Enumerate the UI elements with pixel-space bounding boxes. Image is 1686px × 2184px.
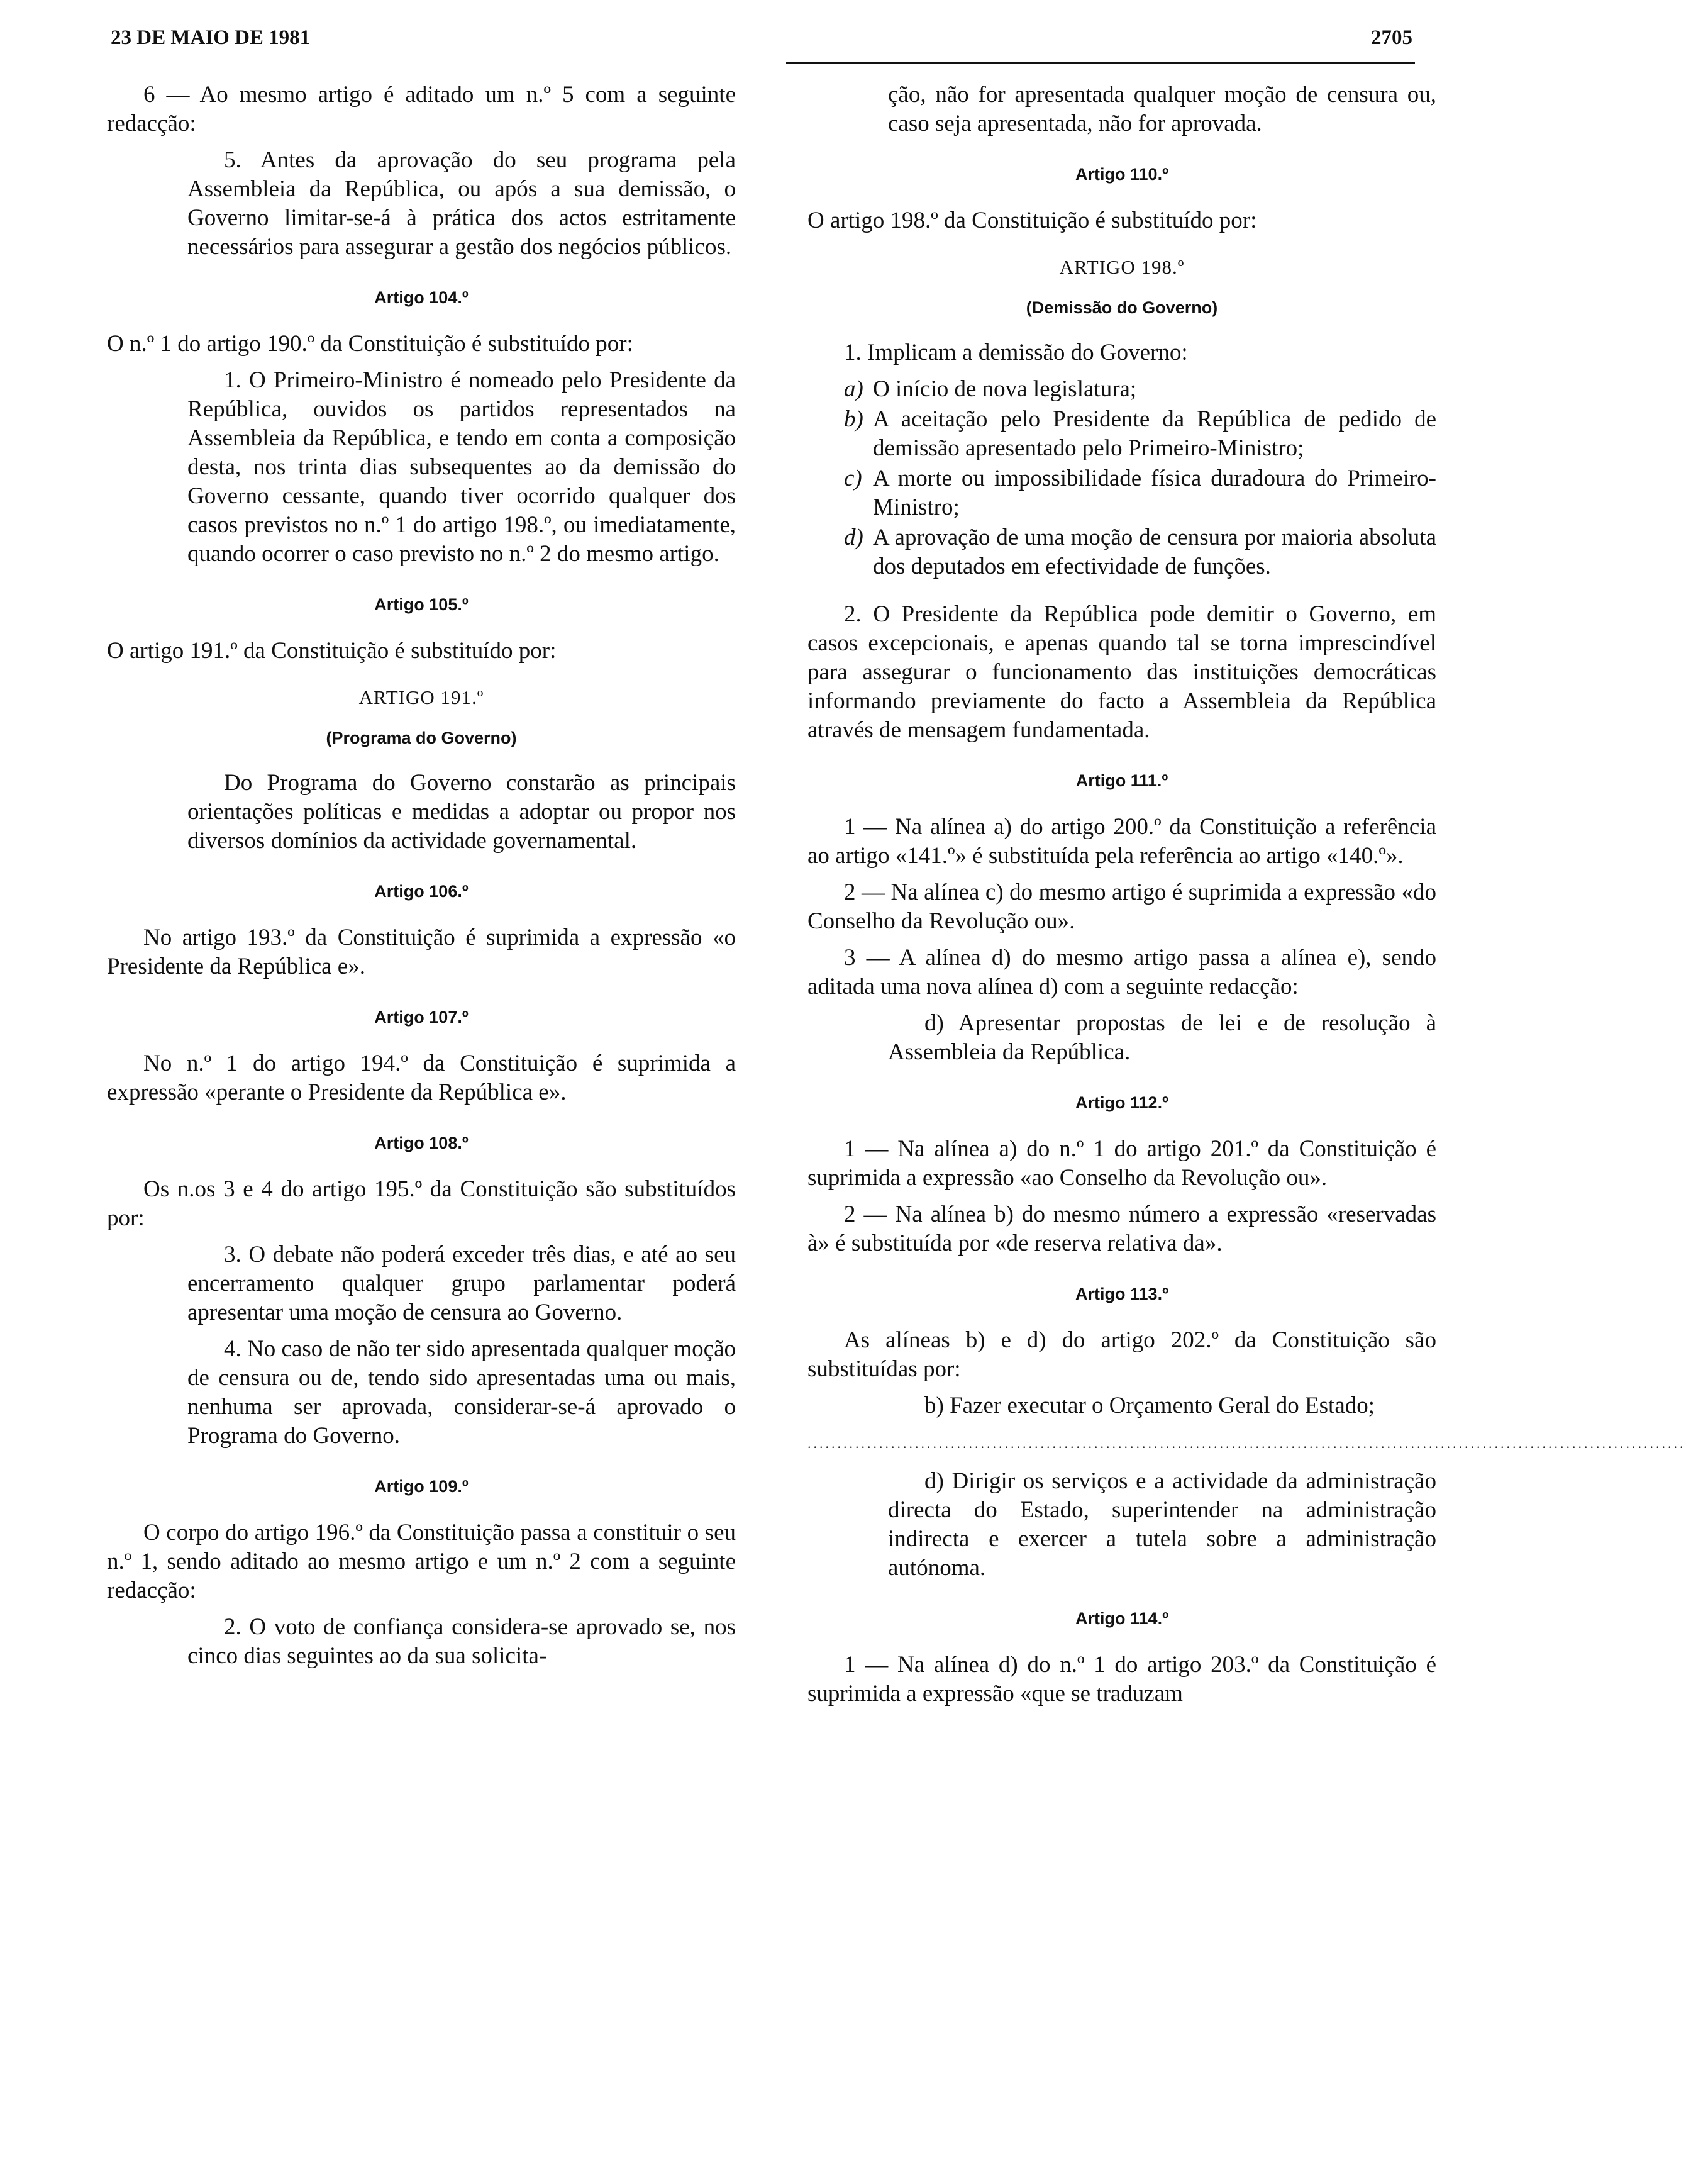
alinea-text: A aceitação pelo Presidente da República de pedido de demissão apresentado pelo Primeiro-Ministro; xyxy=(873,406,1436,461)
paragraph: No n.º 1 do artigo 194.º da Constituição é suprimida a expressão «perante o Presidente da República e». xyxy=(107,1050,736,1105)
alinea-text: O início de nova legislatura; xyxy=(873,376,1137,402)
paragraph: O corpo do artigo 196.º da Constituição passa a constituir o seu n.º 1, sendo aditado ao mesmo artigo e um n.º 2 com a seguinte redacção: xyxy=(107,1520,736,1603)
constitution-article-subtitle: (Programa do Governo) xyxy=(326,728,517,747)
article-heading: Artigo 110.º xyxy=(1075,165,1168,184)
article-heading: Artigo 108.º xyxy=(374,1134,469,1152)
paragraph: 1 — Na alínea a) do n.º 1 do artigo 201.º da Constituição é suprimida a expressão «ao Conselho da Revolução ou». xyxy=(807,1136,1436,1191)
article-heading: Artigo 111.º xyxy=(1075,771,1168,790)
paragraph: No artigo 193.º da Constituição é suprimida a expressão «o Presidente da República e». xyxy=(107,925,736,979)
paragraph: O artigo 198.º da Constituição é substituído por: xyxy=(807,208,1257,233)
alinea-letter: d) xyxy=(844,525,863,550)
paragraph: O n.º 1 do artigo 190.º da Constituição é substituído por: xyxy=(107,331,633,357)
paragraph: 3 — A alínea d) do mesmo artigo passa a alínea e), sendo aditada uma nova alínea d) com a seguinte redacção: xyxy=(807,945,1436,1000)
quoted-text: 1. Implicam a demissão do Governo: xyxy=(844,340,1188,365)
constitution-article-caption: ARTIGO 191.º xyxy=(358,686,484,708)
article-heading: Artigo 112.º xyxy=(1075,1093,1168,1112)
constitution-article-caption: ARTIGO 198.º xyxy=(1059,256,1185,278)
alinea-item xyxy=(844,405,1436,463)
article-heading: Artigo 104.º xyxy=(374,288,469,307)
ellipsis-divider: ................................................................................................................................................... xyxy=(807,1435,1686,1451)
quoted-text: 3. O debate não poderá exceder três dias, e até ao seu encerramento qualquer grupo parlamentar poderá apresentar uma moção de censura ao Governo. xyxy=(187,1242,736,1325)
quoted-text: 4. No caso de não ter sido apresentada qualquer moção de censura ou de, tendo sido apresentadas uma ou mais, nenhuma ser aprovada, considerar-se-á aprovado o Programa do Governo. xyxy=(187,1336,736,1449)
alinea-text: A aprovação de uma moção de censura por maioria absoluta dos deputados em efectividade de funções. xyxy=(873,525,1436,579)
left-column xyxy=(107,81,736,1678)
quoted-text: d) Dirigir os serviços e a actividade da administração directa do Estado, superintender na administração indirecta e exercer a tutela sobre a administração autónoma. xyxy=(888,1468,1436,1581)
paragraph: 1 — Na alínea a) do artigo 200.º da Constituição a referência ao artigo «141.º» é substituída pela referência ao artigo «140.º». xyxy=(807,814,1436,869)
paragraph: As alíneas b) e d) do artigo 202.º da Constituição são substituídas por: xyxy=(807,1327,1436,1382)
alinea-item xyxy=(844,464,1436,522)
quoted-text: d) Apresentar propostas de lei e de resolução à Assembleia da República. xyxy=(888,1010,1436,1065)
alinea-letter: c) xyxy=(844,465,862,491)
article-heading: Artigo 107.º xyxy=(374,1008,469,1027)
paragraph: 2 — Na alínea b) do mesmo número a expressão «reservadas à» é substituída por «de reserva relativa da». xyxy=(807,1201,1436,1256)
paragraph: 6 — Ao mesmo artigo é aditado um n.º 5 com a seguinte redacção: xyxy=(107,82,736,136)
article-heading: Artigo 113.º xyxy=(1075,1284,1168,1303)
quoted-text: ção, não for apresentada qualquer moção de censura ou, caso seja apresentada, não for aprovada. xyxy=(888,82,1436,136)
quoted-text: b) Fazer executar o Orçamento Geral do Estado; xyxy=(924,1393,1375,1418)
alinea-letter: a) xyxy=(844,376,863,402)
right-column xyxy=(807,81,1686,1716)
paragraph: 1 — Na alínea d) do n.º 1 do artigo 203.º da Constituição é suprimida a expressão «que se traduzam xyxy=(807,1652,1436,1707)
article-heading: Artigo 114.º xyxy=(1075,1609,1168,1628)
header-page-number: 2705 xyxy=(1371,26,1412,49)
quoted-text: Do Programa do Governo constarão as principais orientações políticas e medidas a adoptar ou propor nos diversos domínios da actividade governamental. xyxy=(187,770,736,854)
article-heading: Artigo 105.º xyxy=(374,595,469,614)
article-heading: Artigo 109.º xyxy=(374,1477,469,1496)
quoted-text: 1. O Primeiro-Ministro é nomeado pelo Presidente da República, ouvidos os partidos representados na Assembleia da República, e tendo em conta a composição desta, nos trinta dias subsequentes ao da demissão do Governo cessante, quando tiver ocorrido qualquer dos casos previstos no n.º 1 do artigo 198.º, ou imediatamente, quando ocorrer o caso previsto no n.º 2 do mesmo artigo. xyxy=(187,367,736,567)
quoted-text: 5. Antes da aprovação do seu programa pela Assembleia da República, ou após a sua demissão, o Governo limitar-se-á à prática dos actos estritamente necessários para assegurar a gestão dos negócios públicos. xyxy=(187,147,736,260)
alinea-item xyxy=(844,523,1436,581)
header-rule xyxy=(786,62,1415,64)
quoted-text: 2. O Presidente da República pode demitir o Governo, em casos excepcionais, e apenas quando tal se torna imprescindível para assegurar o funcionamento das instituições democráticas informando previamente do facto a Assembleia da República através de mensagem fundamentada. xyxy=(807,601,1436,743)
constitution-article-subtitle: (Demissão do Governo) xyxy=(1026,298,1218,317)
quoted-text: 2. O voto de confiança considera-se aprovado se, nos cinco dias seguintes ao da sua solicita- xyxy=(187,1614,736,1669)
paragraph: Os n.os 3 e 4 do artigo 195.º da Constituição são substituídos por: xyxy=(107,1176,736,1231)
article-heading: Artigo 106.º xyxy=(374,882,469,901)
alinea-letter: b) xyxy=(844,406,863,432)
alinea-text: A morte ou impossibilidade física duradoura do Primeiro-Ministro; xyxy=(873,465,1436,520)
paragraph: 2 — Na alínea c) do mesmo artigo é suprimida a expressão «do Conselho da Revolução ou». xyxy=(807,879,1436,934)
alinea-item xyxy=(844,375,1436,404)
paragraph: O artigo 191.º da Constituição é substituído por: xyxy=(107,638,557,664)
header-date: 23 DE MAIO DE 1981 xyxy=(111,26,311,49)
